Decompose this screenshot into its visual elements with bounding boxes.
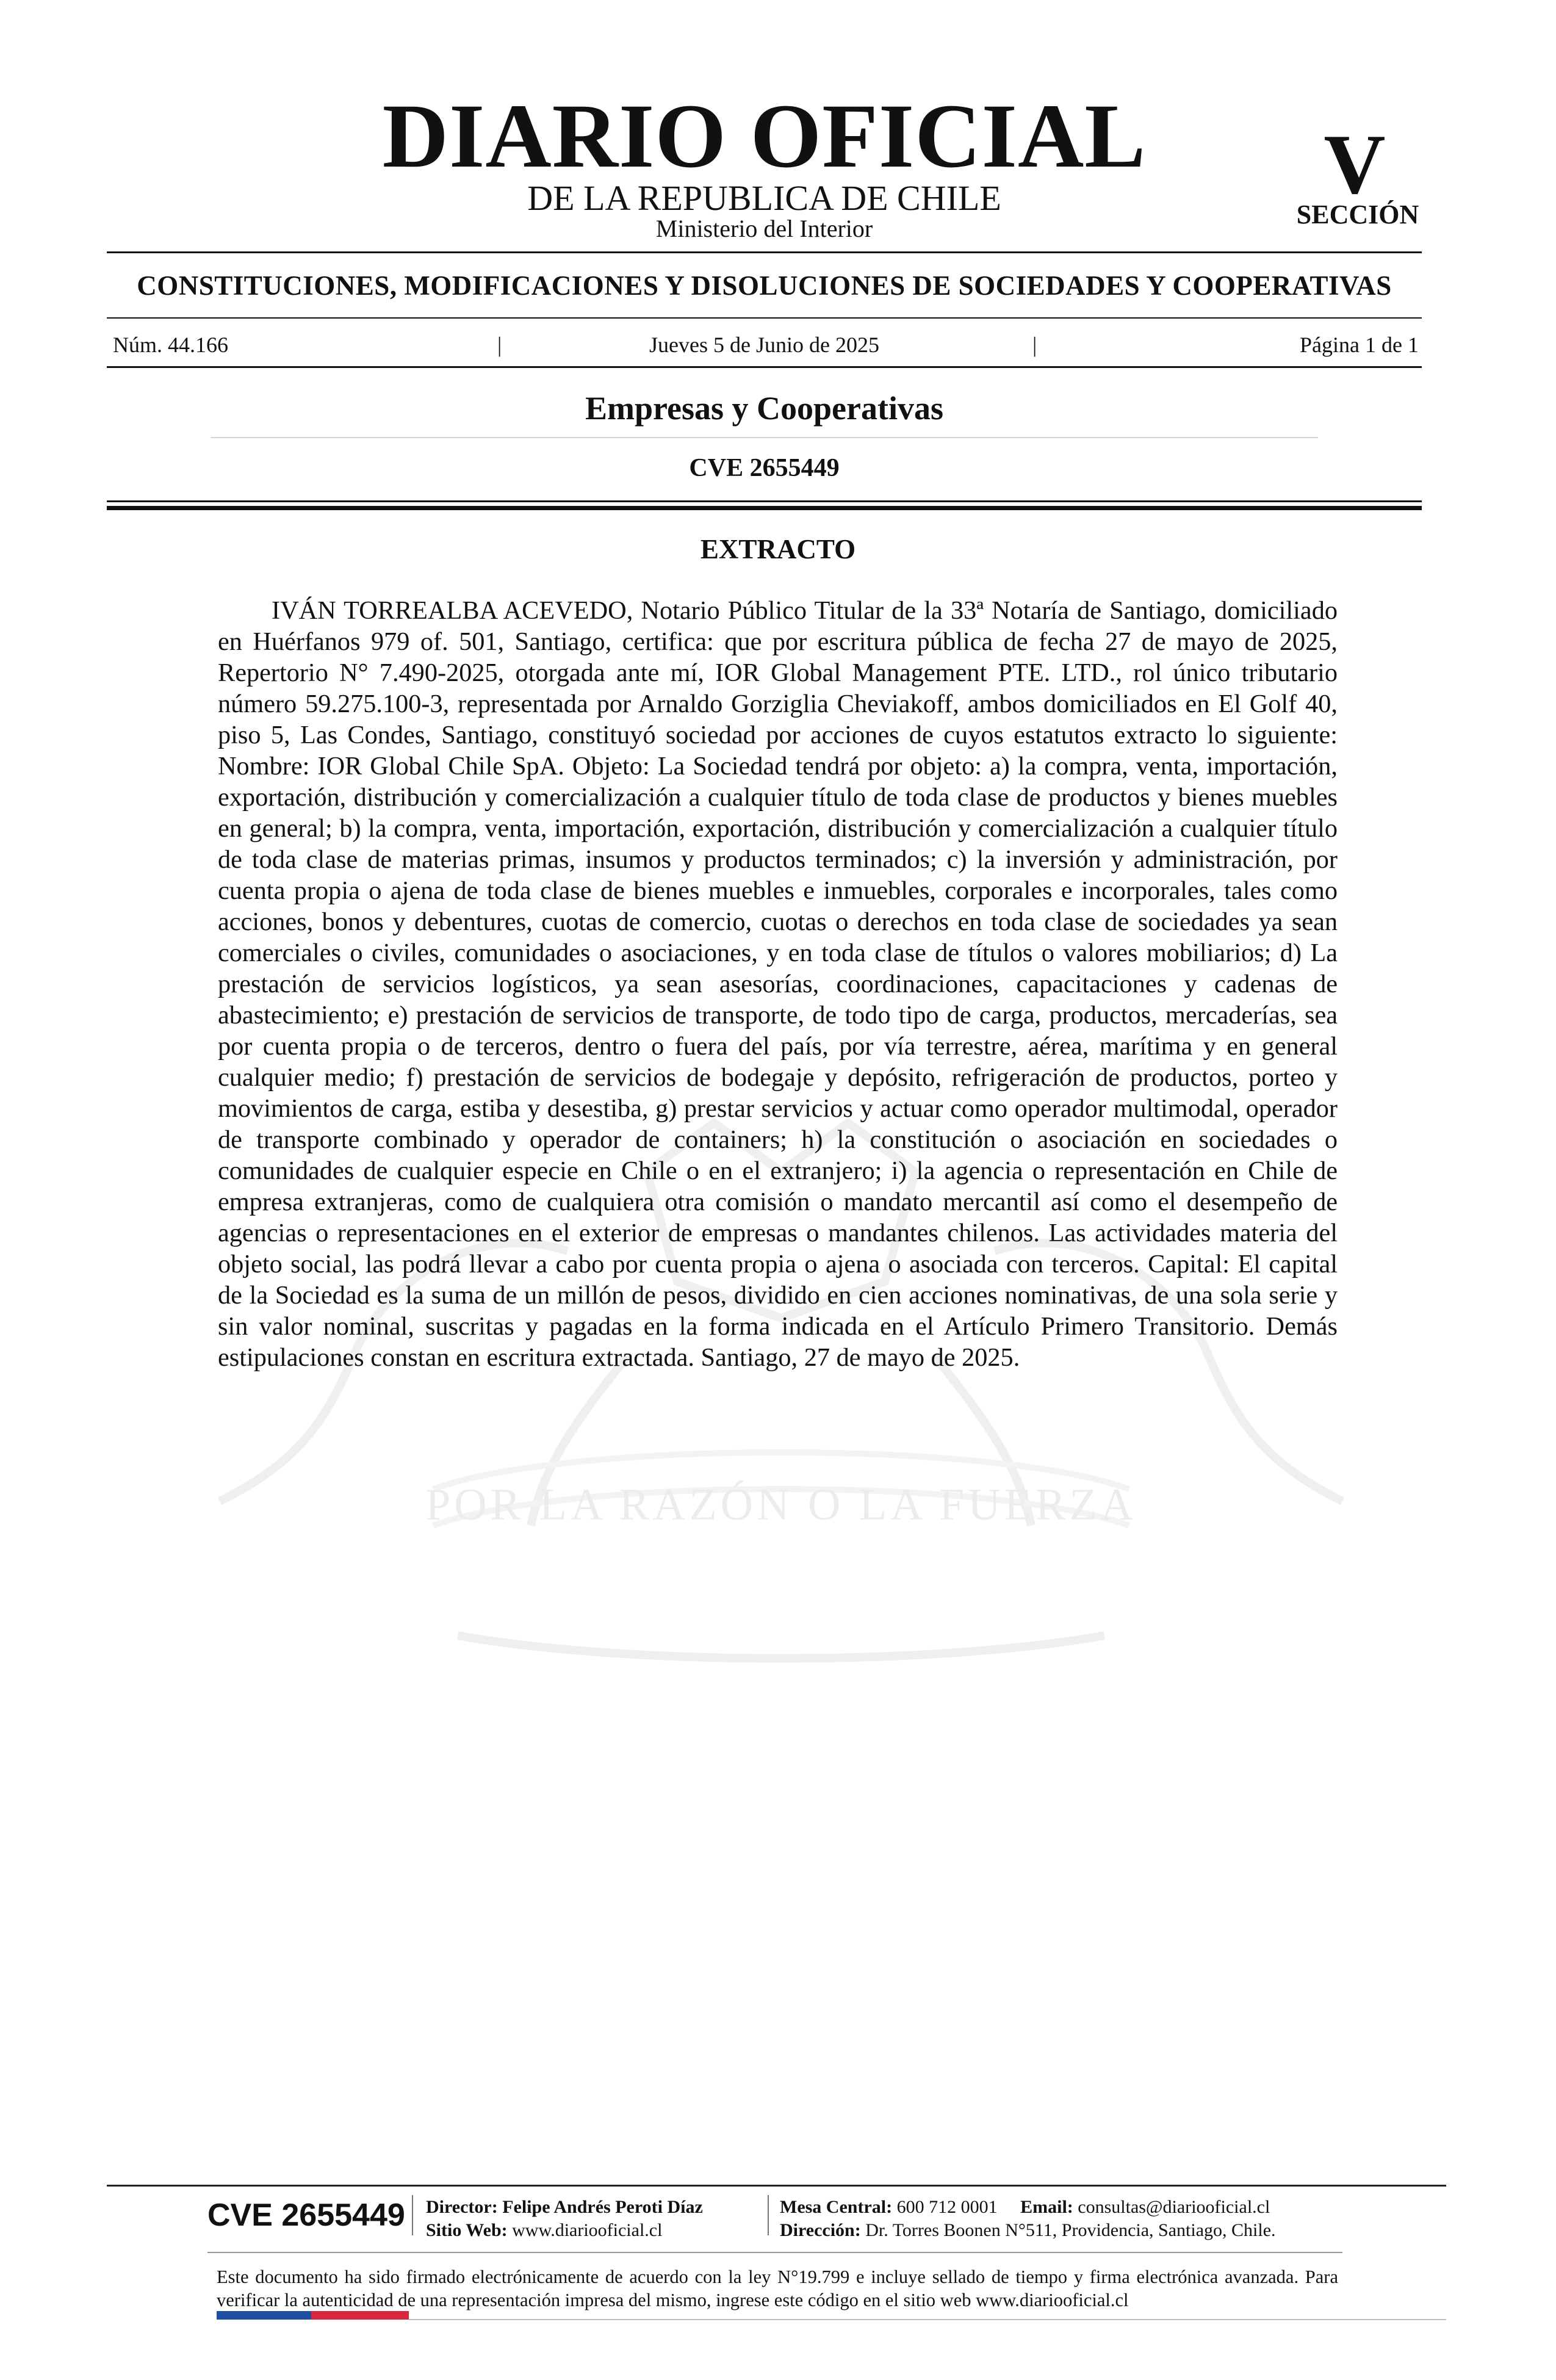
footer-separator xyxy=(768,2195,769,2235)
ministry-label: Ministerio del Interior xyxy=(655,215,873,242)
flag-stripe-red xyxy=(311,2311,409,2320)
cve-code: CVE 2655449 xyxy=(689,454,840,482)
phone-number: 600 712 0001 xyxy=(896,2197,998,2217)
category-heading: Empresas y Cooperativas xyxy=(585,390,943,427)
footer-bottom-rule xyxy=(409,2319,1446,2320)
section-number: V xyxy=(1324,117,1386,212)
section-label: SECCIÓN xyxy=(1296,200,1419,229)
footer-separator xyxy=(412,2195,413,2235)
flag-stripe-blue xyxy=(217,2311,311,2320)
issue-number: Núm. 44.166 xyxy=(113,333,228,357)
footer-contact xyxy=(780,2198,1270,2216)
email-link[interactable]: consultas@diariooficial.cl xyxy=(1078,2197,1270,2217)
footer-website xyxy=(426,2221,662,2240)
footer-address xyxy=(780,2221,1276,2240)
masthead-rule xyxy=(107,251,1422,253)
document-body: IVÁN TORREALBA ACEVEDO, Notario Público Titular de la 33ª Notaría de Santiago, domiciliado en Huérfanos 979 of. 501, Santiago, certifica: que por escritura pública de fecha 27 de mayo de 2025, Repertorio N° 7.490-2025, otorgada ante mí, IOR Global Management PTE. LTD., rol único tributario número 59.275.100-3, representada por Arnaldo Gorziglia Cheviakoff, ambos domiciliados en El Golf 40, piso 5, Las Condes, Santiago, constituyó sociedad por acciones de cuyos estatutos extracto lo siguiente: Nombre: IOR Global Chile SpA. Objeto: La Sociedad tendrá por objeto: a) la compra, venta, importación, exportación, distribución y comercialización a cualquier título de toda clase de productos y bienes muebles en general; b) la compra, venta, importación, exportación, distribución y comercialización a cualquier título de toda clase de materias primas, insumos y productos terminados; c) la inversión y administración, por cuenta propia o ajena de toda clase de bienes muebles e inmuebles, corporales e incorporales, tales como acciones, bonos y debentures, cuotas de comercio, cuotas o derechos en toda clase de sociedades ya sean comerciales o civiles, comunidades o asociaciones, y en toda clase de títulos o valores mobiliarios; d) La prestación de servicios logísticos, ya sean asesorías, coordinaciones, capacitaciones y cadenas de abastecimiento; e) prestación de servicios de transporte, de todo tipo de carga, productos, mercaderías, sea por cuenta propia o de terceros, dentro o fuera del país, por vía terrestre, aérea, marítima y en general cualquier medio; f) prestación de servicios de bodegaje y depósito, refrigeración de productos, porteo y movimientos de carga, estiba y desestiba, g) prestar servicios y actuar como operador multimodal, operador de transporte combinado y operador de containers; h) la constitución o asociación en sociedades o comunidades de cualquier especie en Chile o en el extranjero; i) la agencia o representación en Chile de empresa extranjeras, como de cualquiera otra comisión o mandato mercantil así como el desempeño de agencias o representaciones en el exterior de empresas o mandantes chilenos. Las actividades materia del objeto social, las podrá llevar a cabo por cuenta propia o ajena o asociada con terceros. Capital: El capital de la Sociedad es la suma de un millón de pesos, dividido en cien acciones nominativas, de una sola serie y sin valor nominal, suscritas y pagadas en la forma indicada en el Artículo Primero Transitorio. Demás estipulaciones constan en escritura extractada. Santiago, 27 de mayo de 2025. xyxy=(218,596,1338,1372)
double-rule-bottom xyxy=(107,506,1422,510)
footer-note: Este documento ha sido firmado electrónicamente de acuerdo con la ley N°19.799 e incluye sellado de tiempo y firma electrónica avanzada. Para verificar la autenticidad de una representación impresa del mismo, ingrese este código en el sitio web www.diariooficial.cl xyxy=(217,2266,1338,2310)
address-label: Dirección: xyxy=(780,2220,861,2240)
meta-separator: | xyxy=(1032,333,1037,357)
email-label: Email: xyxy=(1020,2197,1073,2217)
meta-top-rule xyxy=(107,317,1422,319)
meta-bottom-rule xyxy=(107,366,1422,368)
newspaper-subtitle: DE LA REPUBLICA DE CHILE xyxy=(527,178,1001,218)
page-indicator: Página 1 de 1 xyxy=(1300,333,1419,357)
footer-rule xyxy=(107,2185,1446,2187)
website-label: Sitio Web: xyxy=(426,2220,508,2240)
meta-separator: | xyxy=(497,333,502,357)
director-name: Felipe Andrés Peroti Díaz xyxy=(502,2197,703,2217)
document-title: EXTRACTO xyxy=(700,534,856,564)
issue-date: Jueves 5 de Junio de 2025 xyxy=(649,333,879,357)
website-link[interactable]: www.diariooficial.cl xyxy=(512,2220,663,2240)
phone-label: Mesa Central: xyxy=(780,2197,893,2217)
category-rule xyxy=(211,437,1318,438)
address-value: Dr. Torres Boonen N°511, Providencia, Santiago, Chile. xyxy=(865,2220,1276,2240)
director-label: Director: xyxy=(426,2197,498,2217)
watermark-motto: POR LA RAZÓN O LA FUERZA xyxy=(425,1480,1137,1530)
section-heading: CONSTITUCIONES, MODIFICACIONES Y DISOLUCIONES DE SOCIEDADES Y COOPERATIVAS xyxy=(137,270,1392,301)
footer-cve-code: CVE 2655449 xyxy=(207,2198,405,2233)
footer-director xyxy=(426,2198,703,2216)
footer-inner-rule xyxy=(207,2252,1342,2253)
double-rule-top xyxy=(107,500,1422,502)
newspaper-title: DIARIO OFICIAL xyxy=(382,85,1147,187)
